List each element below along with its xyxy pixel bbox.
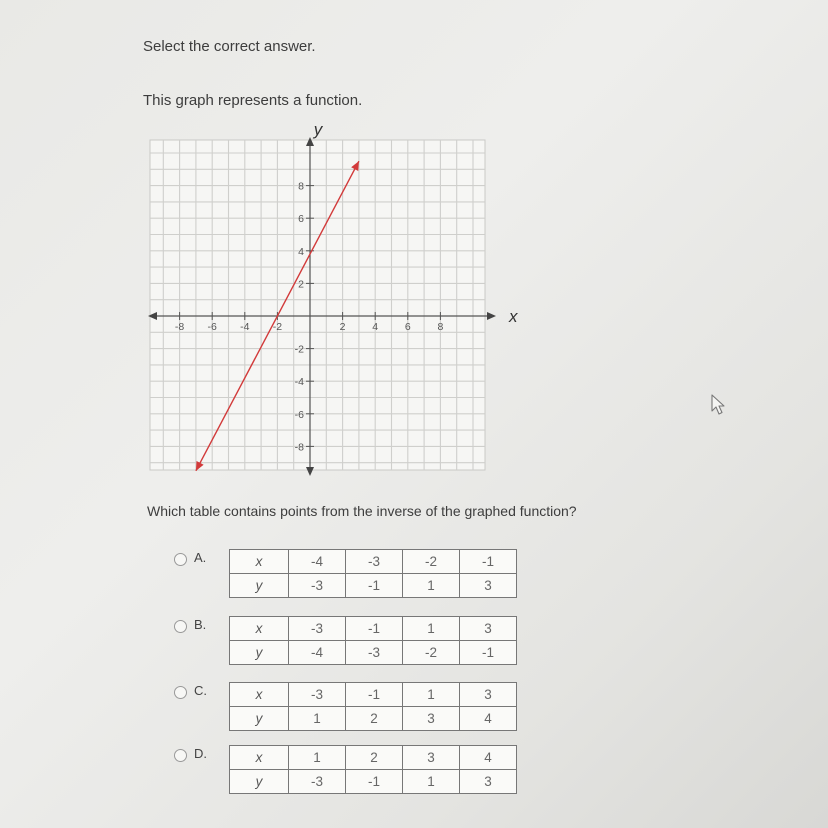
x-axis-label: x xyxy=(509,307,518,326)
table-cell: 4 xyxy=(460,707,517,731)
choice-a[interactable] xyxy=(172,549,532,601)
radio-choice-c[interactable] xyxy=(174,686,187,699)
y-tick-label: -6 xyxy=(294,408,304,421)
table-cell: 1 xyxy=(403,574,460,598)
table-row xyxy=(230,550,517,574)
table-cell: 1 xyxy=(289,707,346,731)
y-tick-label: 8 xyxy=(298,180,304,193)
table-cell: 1 xyxy=(403,683,460,707)
x-tick-label: -6 xyxy=(207,321,217,333)
table-cell: -4 xyxy=(289,550,346,574)
table-row xyxy=(230,641,517,665)
graph-grid xyxy=(150,140,485,470)
table-cell: 2 xyxy=(346,707,403,731)
table-row xyxy=(230,707,517,731)
table-cell: -3 xyxy=(289,683,346,707)
table-cell: -2 xyxy=(403,641,460,665)
table-row xyxy=(230,770,517,794)
table-header-x: x xyxy=(230,746,289,770)
radio-choice-d[interactable] xyxy=(174,749,187,762)
choice-letter: C. xyxy=(194,683,207,698)
table-cell: -3 xyxy=(346,550,403,574)
table-cell: -3 xyxy=(289,574,346,598)
y-tick-label: 4 xyxy=(298,245,304,258)
choice-b[interactable] xyxy=(172,616,532,668)
choice-c-table xyxy=(229,682,517,731)
table-cell: -3 xyxy=(289,617,346,641)
table-cell: -1 xyxy=(460,550,517,574)
y-axis-arrow-icon xyxy=(306,467,314,476)
radio-choice-a[interactable] xyxy=(174,553,187,566)
choice-c[interactable] xyxy=(172,682,532,734)
table-header-y: y xyxy=(230,641,289,665)
choice-letter: A. xyxy=(194,550,207,565)
table-header-y: y xyxy=(230,707,289,731)
choice-letter: D. xyxy=(194,746,207,761)
table-row xyxy=(230,746,517,770)
table-cell: 1 xyxy=(403,617,460,641)
y-tick-label: 2 xyxy=(298,278,304,291)
y-tick-label: -2 xyxy=(294,343,304,356)
prompt-text: This graph represents a function. xyxy=(143,92,363,109)
table-cell: 3 xyxy=(403,707,460,731)
table-cell: 3 xyxy=(460,574,517,598)
table-cell: 4 xyxy=(460,746,517,770)
table-header-y: y xyxy=(230,574,289,598)
grid-background xyxy=(150,140,485,470)
table-row xyxy=(230,617,517,641)
table-header-x: x xyxy=(230,550,289,574)
y-tick-label: -8 xyxy=(294,441,304,454)
y-tick-label: 6 xyxy=(298,213,304,226)
table-cell: -1 xyxy=(346,574,403,598)
table-row xyxy=(230,574,517,598)
y-tick-label: -4 xyxy=(294,376,304,389)
table-cell: -2 xyxy=(403,550,460,574)
x-tick-label: -4 xyxy=(240,321,250,333)
table-cell: -3 xyxy=(346,641,403,665)
table-cell: 3 xyxy=(460,617,517,641)
arrow-cursor-icon xyxy=(710,394,728,416)
table-cell: -1 xyxy=(346,770,403,794)
table-row xyxy=(230,683,517,707)
table-cell: 1 xyxy=(403,770,460,794)
x-axis-arrow-icon xyxy=(487,312,496,320)
table-header-y: y xyxy=(230,770,289,794)
choice-b-table xyxy=(229,616,517,665)
x-tick-label: -2 xyxy=(272,321,283,333)
table-cell: 3 xyxy=(403,746,460,770)
table-header-x: x xyxy=(230,683,289,707)
table-cell: -1 xyxy=(346,683,403,707)
x-tick-label: 6 xyxy=(404,321,411,333)
table-cell: 3 xyxy=(460,683,517,707)
choice-d[interactable] xyxy=(172,745,532,797)
x-tick-label: 4 xyxy=(372,321,379,333)
table-cell: -1 xyxy=(346,617,403,641)
radio-choice-b[interactable] xyxy=(174,620,187,633)
x-tick-label: 8 xyxy=(437,321,444,333)
choice-d-table xyxy=(229,745,517,794)
y-axis-label: y xyxy=(313,120,323,139)
table-cell: 1 xyxy=(289,746,346,770)
x-tick-label: 2 xyxy=(339,321,346,333)
x-tick-label: -8 xyxy=(174,321,185,333)
function-graph xyxy=(135,118,518,488)
table-header-x: x xyxy=(230,617,289,641)
choice-a-table xyxy=(229,549,517,598)
table-cell: -3 xyxy=(289,770,346,794)
table-cell: 2 xyxy=(346,746,403,770)
table-cell: 3 xyxy=(460,770,517,794)
choice-letter: B. xyxy=(194,617,207,632)
question-text: Which table contains points from the inverse of the graphed function? xyxy=(147,503,577,519)
table-cell: -4 xyxy=(289,641,346,665)
instruction-text: Select the correct answer. xyxy=(143,38,316,55)
table-cell: -1 xyxy=(460,641,517,665)
